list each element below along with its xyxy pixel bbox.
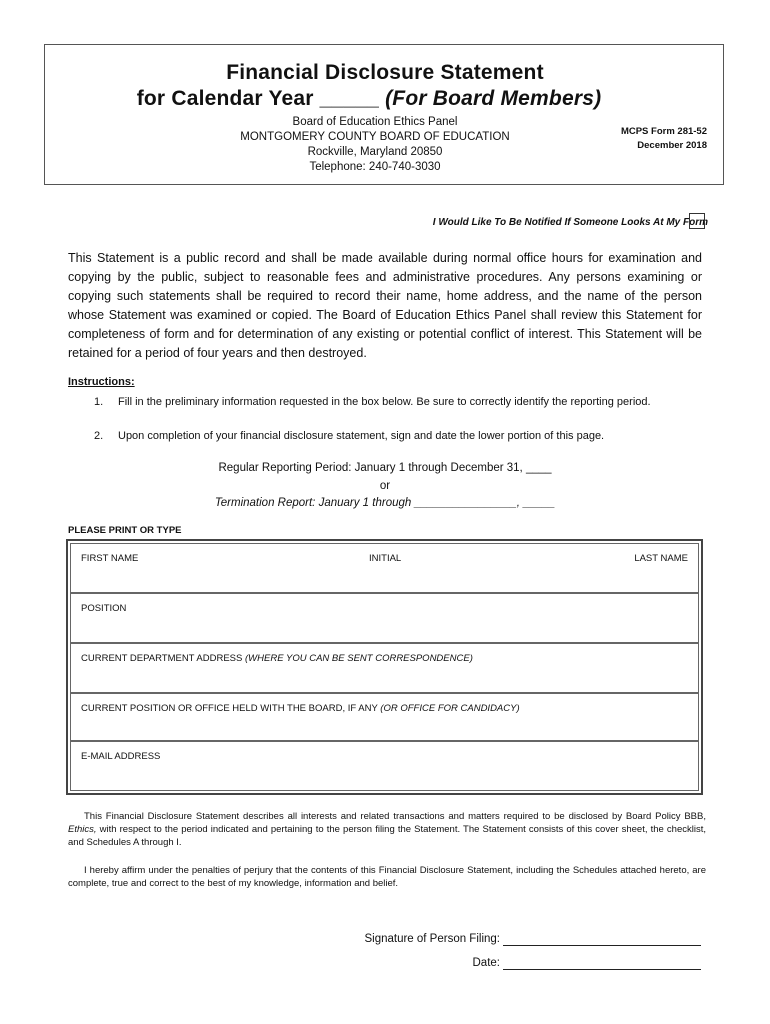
- signature-label: Signature of Person Filing:: [364, 933, 500, 945]
- print-label: PLEASE PRINT OR TYPE: [68, 525, 182, 536]
- instructions-heading: Instructions:: [68, 376, 135, 388]
- board-position-field[interactable]: CURRENT POSITION OR OFFICE HELD WITH THE BOARD, IF ANY (OR OFFICE FOR CANDIDACY): [70, 693, 699, 741]
- first-name-label: FIRST NAME: [81, 553, 139, 564]
- affirmation-text: I hereby affirm under the penalties of perjury that the contents of this Financial Disclosure Statement, including the Schedules attached hereto, are complete, true and correct to the best of my knowledge, information and belief.: [68, 865, 706, 889]
- intro-paragraph: This Statement is a public record and shall be made available during normal office hours for examination and copying by the public, subject to reasonable fees and administrative procedures. Any persons examining or copying such statements shall be required to record their name, home address, and the name of the person whose Statement was examined or copied. The Board of Education Ethics Panel shall review this Statement for completeness of form and for determination of any existing or potential conflict of interest. This Statement will be retained for a period of four years and then destroyed.: [68, 251, 702, 360]
- notify-label: I Would Like To Be Notified If Someone Looks At My Form: [432, 217, 708, 228]
- form-id: MCPS Form 281-52 December 2018: [620, 126, 707, 151]
- initial-label: INITIAL: [369, 553, 402, 564]
- signature-line[interactable]: [503, 945, 701, 946]
- notify-checkbox[interactable]: [689, 213, 705, 229]
- statement-text: This Financial Disclosure Statement describes all interests and related transactions and matters required to be disclosed by Board Policy BBB, Ethics, with respect to the period indicated and pertaining to the person filing the Statement. The Statement consists of this cover sheet, the checklist, and Schedules A through I.: [68, 811, 706, 848]
- form-header-box: [44, 44, 724, 185]
- date-label: Date:: [472, 957, 500, 969]
- position-field[interactable]: POSITION: [70, 593, 699, 643]
- regular-period: Regular Reporting Period: January 1 through December 31, ____: [218, 462, 552, 474]
- last-name-label: LAST NAME: [634, 553, 688, 564]
- panel-address: Board of Education Ethics Panel MONTGOMERY COUNTY BOARD OF EDUCATION Rockville, Maryland 20850 Telephone: 240-740-3030: [240, 116, 510, 173]
- termination-report: Termination Report: January 1 through ________________, _____: [214, 497, 556, 509]
- or-text: or: [379, 480, 391, 492]
- date-line[interactable]: [503, 969, 701, 970]
- name-field[interactable]: [70, 543, 699, 593]
- email-field[interactable]: E-MAIL ADDRESS: [70, 741, 699, 791]
- dept-address-field[interactable]: CURRENT DEPARTMENT ADDRESS (WHERE YOU CAN BE SENT CORRESPONDENCE): [70, 643, 699, 693]
- form-subtitle: for Calendar Year _____ (For Board Members): [136, 87, 602, 110]
- personal-info-grid: [66, 539, 703, 795]
- form-title: Financial Disclosure Statement: [226, 61, 544, 84]
